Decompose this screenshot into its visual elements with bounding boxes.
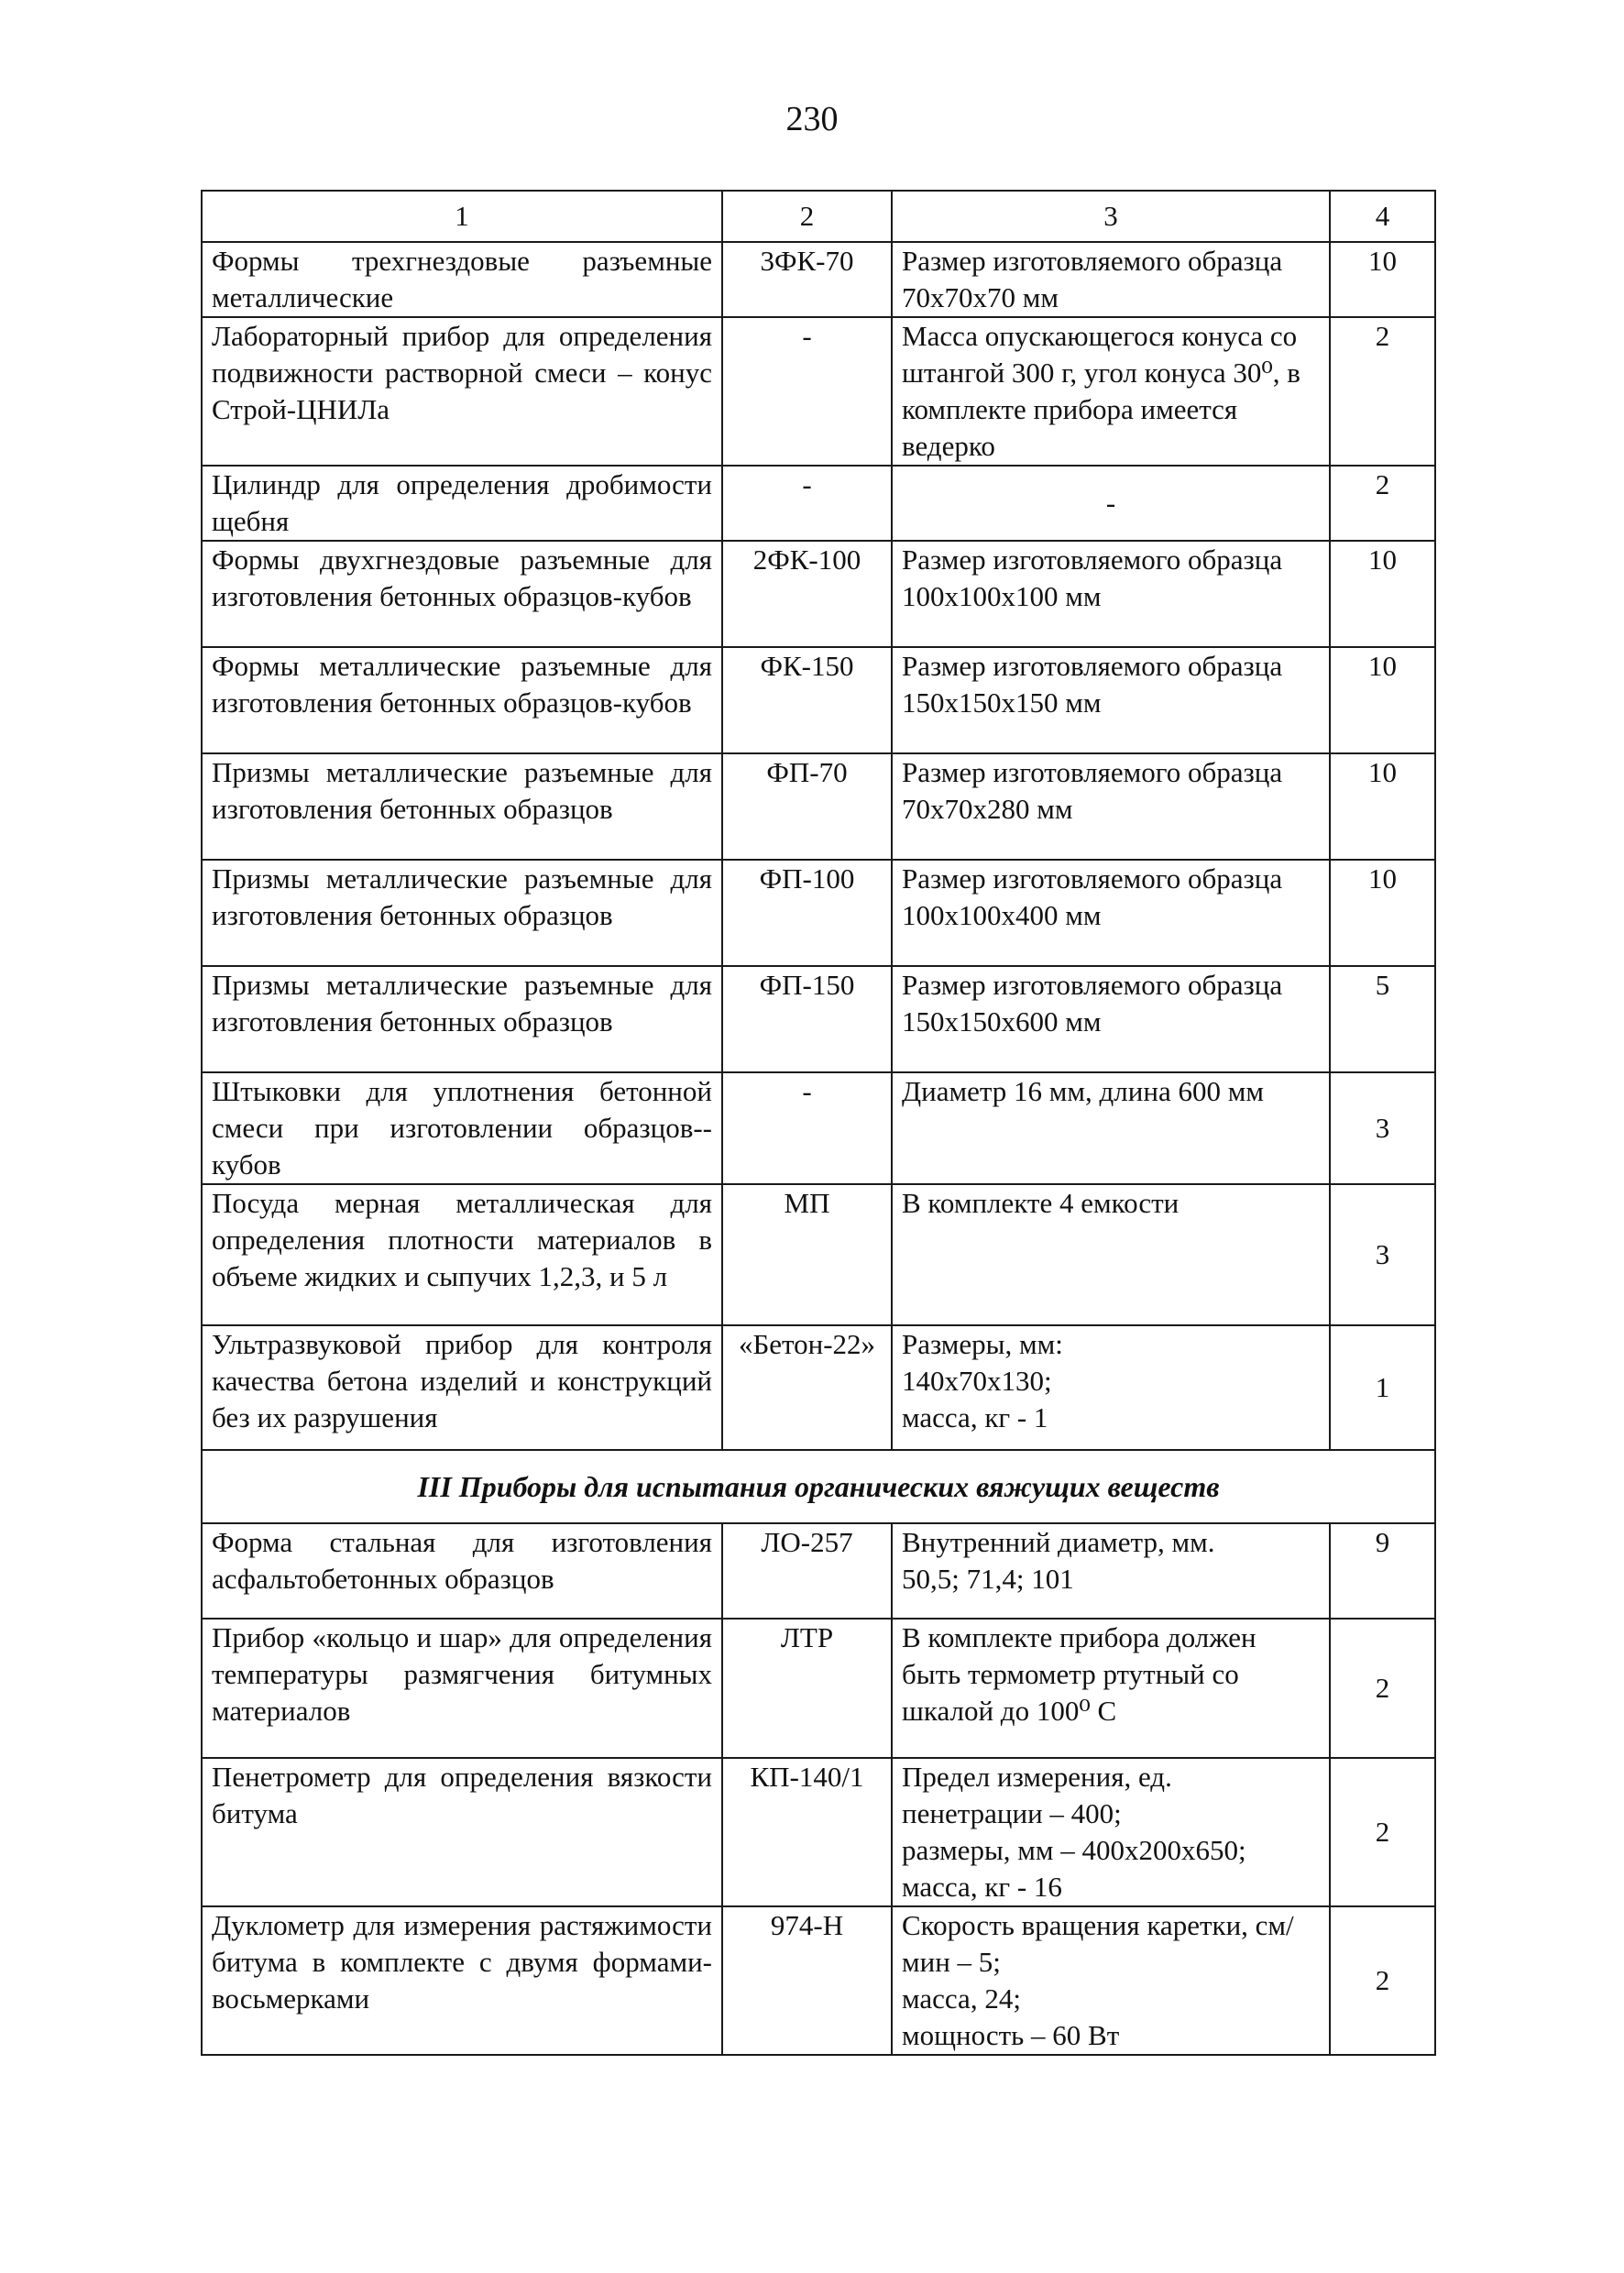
spec-line: Внутренний диаметр, мм.: [902, 1526, 1215, 1558]
column-number-1: 1: [202, 191, 722, 242]
spec-line: масса, кг - 16: [902, 1871, 1062, 1903]
equipment-spec: [892, 1523, 1330, 1619]
equipment-name: Форма стальная для изготовления асфальтобетонных образцов: [202, 1523, 722, 1619]
table-header-row: [202, 191, 1435, 242]
equipment-code: -: [722, 317, 892, 466]
spec-line: 50,5; 71,4; 101: [902, 1563, 1074, 1595]
spec-line: Размер изготовляемого образца 70х70х280 мм: [902, 756, 1283, 825]
spec-line: масса, кг - 1: [902, 1401, 1048, 1433]
table-row: [202, 317, 1435, 466]
equipment-name: Формы трехгнездовые разъемные металлические: [202, 242, 722, 317]
page-number: 230: [785, 100, 839, 138]
equipment-code: 3ФК-70: [722, 242, 892, 317]
spec-line: Размер изготовляемого образца 150х150х150 мм: [902, 650, 1283, 719]
table-row: [202, 1325, 1435, 1450]
spec-line: Размер изготовляемого образца 70х70х70 мм: [902, 245, 1283, 313]
spec-line: Размер изготовляемого образца 100х100х100 мм: [902, 544, 1283, 612]
spec-line: 140х70х130;: [902, 1365, 1052, 1397]
spec-line: Предел измерения, ед. пенетрации – 400;: [902, 1761, 1172, 1829]
table-row: [202, 541, 1435, 647]
equipment-name: Формы металлические разъемные для изготовления бетонных образцов-кубов: [202, 647, 722, 753]
equipment-spec: [892, 1325, 1330, 1450]
equipment-quantity: 2: [1330, 466, 1435, 541]
table-row: [202, 242, 1435, 317]
equipment-spec: [892, 966, 1330, 1072]
table-row: [202, 860, 1435, 966]
table-row: [202, 1758, 1435, 1906]
column-number-2: 2: [722, 191, 892, 242]
equipment-code: ФП-150: [722, 966, 892, 1072]
table-row: [202, 966, 1435, 1072]
equipment-name: Штыковки для уплотнения бетонной смеси при изготовлении образцов-- кубов: [202, 1072, 722, 1184]
equipment-spec: [892, 242, 1330, 317]
spec-line: В комплекте 4 емкости: [902, 1187, 1180, 1219]
equipment-name: Формы двухгнездовые разъемные для изготовления бетонных образцов-кубов: [202, 541, 722, 647]
column-number-4: 4: [1330, 191, 1435, 242]
table-row: [202, 466, 1435, 541]
equipment-code: ФП-100: [722, 860, 892, 966]
equipment-spec: [892, 466, 1330, 541]
equipment-spec: [892, 1619, 1330, 1758]
equipment-name: Лабораторный прибор для определения подвижности растворной смеси – конус Строй-ЦНИЛа: [202, 317, 722, 466]
spec-line: мощность – 60 Вт: [902, 2019, 1120, 2051]
equipment-name: Призмы металлические разъемные для изготовления бетонных образцов: [202, 753, 722, 860]
equipment-spec: [892, 317, 1330, 466]
equipment-code: 2ФК-100: [722, 541, 892, 647]
section-title: III Приборы для испытания органических вяжущих веществ: [202, 1450, 1435, 1523]
equipment-code: МП: [722, 1184, 892, 1325]
equipment-name: Ультразвуковой прибор для контроля качества бетона изделий и конструкций без их разрушения: [202, 1325, 722, 1450]
equipment-spec: [892, 541, 1330, 647]
spec-line: Размеры, мм:: [902, 1328, 1063, 1360]
equipment-quantity: 3: [1330, 1184, 1435, 1325]
equipment-name: Призмы металлические разъемные для изготовления бетонных образцов: [202, 966, 722, 1072]
equipment-name: Пенетрометр для определения вязкости битума: [202, 1758, 722, 1906]
equipment-name: Посуда мерная металлическая для определения плотности материалов в объеме жидких и сыпучих 1,2,3, и 5 л: [202, 1184, 722, 1325]
equipment-name: Дуклометр для измерения растяжимости битума в комплекте с двумя формами-восьмерками: [202, 1906, 722, 2055]
equipment-quantity: 10: [1330, 647, 1435, 753]
equipment-quantity: 2: [1330, 1619, 1435, 1758]
equipment-spec: [892, 1184, 1330, 1325]
spec-line: размеры, мм – 400х200х650;: [902, 1834, 1246, 1866]
table-row: [202, 1072, 1435, 1184]
equipment-spec: [892, 647, 1330, 753]
equipment-quantity: 10: [1330, 753, 1435, 860]
equipment-code: -: [722, 1072, 892, 1184]
equipment-code: «Бетон-22»: [722, 1325, 892, 1450]
equipment-spec: [892, 1758, 1330, 1906]
equipment-code: ФК-150: [722, 647, 892, 753]
table-row: [202, 753, 1435, 860]
equipment-quantity: 1: [1330, 1325, 1435, 1450]
equipment-code: КП-140/1: [722, 1758, 892, 1906]
table-row: [202, 647, 1435, 753]
spec-line: Скорость вращения каретки, см/мин – 5;: [902, 1909, 1294, 1978]
table-row: [202, 1523, 1435, 1619]
equipment-name: Цилиндр для определения дробимости щебня: [202, 466, 722, 541]
equipment-quantity: 2: [1330, 1906, 1435, 2055]
equipment-spec: [892, 1906, 1330, 2055]
spec-line: В комплекте прибора должен быть термометр ртутный со шкалой до 100⁰ С: [902, 1621, 1256, 1727]
table-row: [202, 1906, 1435, 2055]
equipment-quantity: 3: [1330, 1072, 1435, 1184]
equipment-table: [201, 190, 1436, 2056]
equipment-name: Призмы металлические разъемные для изготовления бетонных образцов: [202, 860, 722, 966]
equipment-quantity: 10: [1330, 541, 1435, 647]
equipment-quantity: 9: [1330, 1523, 1435, 1619]
equipment-code: ФП-70: [722, 753, 892, 860]
equipment-quantity: 2: [1330, 1758, 1435, 1906]
spec-line: -: [1105, 487, 1116, 519]
spec-line: Размер изготовляемого образца 150х150х600 мм: [902, 969, 1283, 1038]
spec-line: Диаметр 16 мм, длина 600 мм: [902, 1075, 1264, 1107]
table-row: [202, 1619, 1435, 1758]
section-heading-row: [202, 1450, 1435, 1523]
equipment-code: ЛО-257: [722, 1523, 892, 1619]
spec-line: Размер изготовляемого образца 100х100х400 мм: [902, 862, 1283, 931]
equipment-spec: [892, 753, 1330, 860]
equipment-code: ЛТР: [722, 1619, 892, 1758]
equipment-quantity: 2: [1330, 317, 1435, 466]
equipment-code: 974-Н: [722, 1906, 892, 2055]
equipment-spec: [892, 1072, 1330, 1184]
column-number-3: 3: [892, 191, 1330, 242]
table-row: [202, 1184, 1435, 1325]
equipment-name: Прибор «кольцо и шар» для определения температуры размягчения битумных материалов: [202, 1619, 722, 1758]
equipment-spec: [892, 860, 1330, 966]
equipment-quantity: 5: [1330, 966, 1435, 1072]
spec-line: масса, 24;: [902, 1982, 1021, 2015]
equipment-quantity: 10: [1330, 860, 1435, 966]
equipment-code: -: [722, 466, 892, 541]
equipment-quantity: 10: [1330, 242, 1435, 317]
spec-line: Масса опускающегося конуса со штангой 300 г, угол конуса 30⁰, в комплекте прибора имеется ведерко: [902, 320, 1300, 462]
